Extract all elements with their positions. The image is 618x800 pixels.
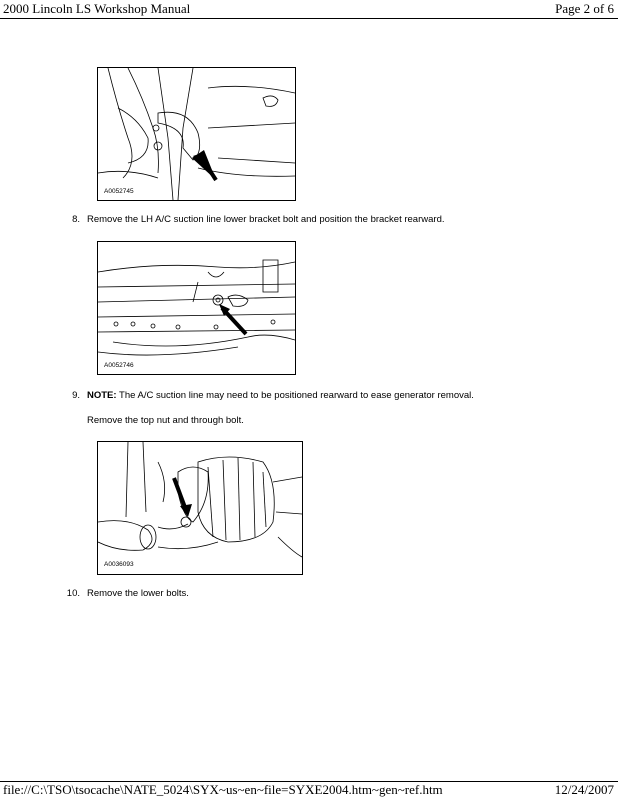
note-text: The A/C suction line may need to be positioned rearward to ease generator removal. [116,390,474,401]
step-9-note [87,390,474,401]
figure-2-code: A0052746 [104,362,134,369]
step-10-text: Remove the lower bolts. [87,588,189,599]
page-header [0,0,618,18]
figure-3 [97,441,303,575]
step-9-text: Remove the top nut and through bolt. [87,415,244,426]
document-title: 2000 Lincoln LS Workshop Manual [3,1,191,16]
figure-1 [97,67,296,201]
figure-1-illustration [98,68,295,200]
header-divider [0,18,618,19]
figure-1-code: A0052745 [104,188,134,195]
page-number: Page 2 of 6 [555,1,614,16]
step-8-number: 8. [72,214,80,225]
note-label: NOTE: [87,390,117,401]
step-10-number: 10. [66,588,80,599]
figure-2-illustration [98,242,295,374]
figure-3-code: A0036093 [104,561,134,568]
footer-file-path: file://C:\TSO\tsocache\NATE_5024\SYX~us~en~file=SYXE2004.htm~gen~ref.htm [3,782,443,797]
step-8-text: Remove the LH A/C suction line lower bracket bolt and position the bracket rearward. [87,214,445,225]
step-9-number: 9. [72,390,80,401]
footer-date: 12/24/2007 [554,782,614,797]
figure-2 [97,241,296,375]
figure-3-illustration [98,442,302,574]
